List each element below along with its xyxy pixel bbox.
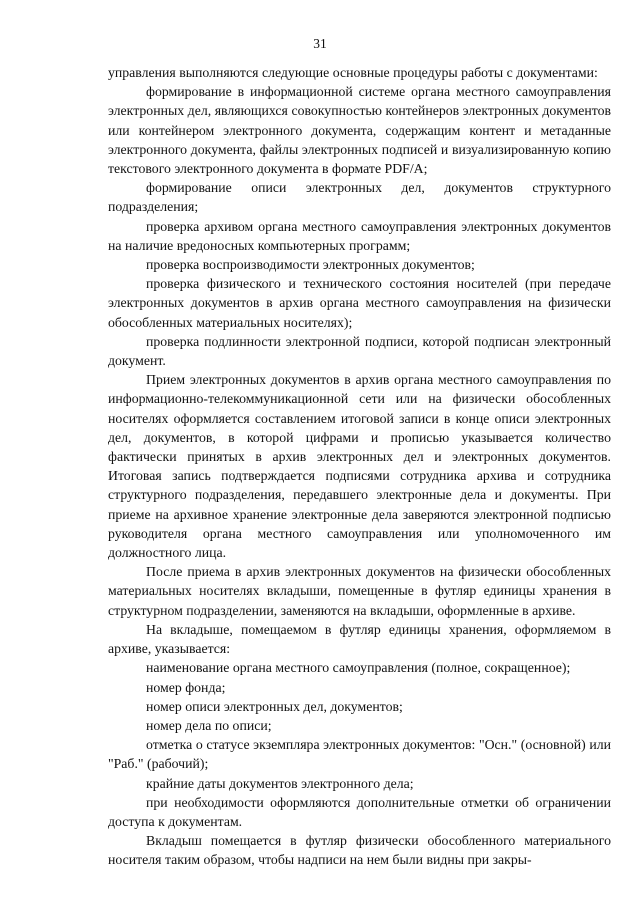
paragraph-insert-placement: Вкладыш помещается в футляр физически обособленного материального носителя таким образом, чтобы надписи на нем были видны при закры- xyxy=(108,833,611,868)
paragraph-list-item: номер фонда; xyxy=(146,679,226,695)
paragraph-insert-contents-intro: На вкладыше, помещаемом в футляр единицы хранения, оформляемом в архиве, указывается: xyxy=(108,621,611,657)
document-body xyxy=(108,63,611,870)
paragraph-list-item: крайние даты документов электронного дела; xyxy=(146,775,414,791)
paragraph-list-item: отметка о статусе экземпляра электронных документов: "Осн." (основной) или "Раб." (рабочий); xyxy=(108,737,611,772)
paragraph-inserts: После приема в архив электронных документов на физически обособленных материальных носителях вкладыши, помещенные в футляр единицы хранения в структурном подразделении, заменяются на вкладыши, оформленные в архиве. xyxy=(108,564,611,618)
paragraph-list-item: проверка физического и технического состояния носителей (при передаче электронных документов в архив органа местного самоуправления на физически обособленных материальных носителях); xyxy=(108,276,611,330)
paragraph-list-item: проверка подлинности электронной подписи, которой подписан электронный документ. xyxy=(108,333,611,369)
paragraph-reception: Прием электронных документов в архив органа местного самоуправления по информационно-телекоммуникационной сети или на физически обособленных носителях оформляется составлением итоговой записи в конце описи электронных дел, документов, в которой цифрами и прописью указывается количество фактически принятых в архив электронных дел и электронных документов. Итоговая запись подтверждается подписями сотрудника архива и сотрудника структурного подразделения, передавшего электронные дела и документы. При приеме на архивное хранение электронные дела заверяются электронной подписью руководителя органа местного самоуправления или уполномоченного им должностного лица. xyxy=(108,372,611,561)
paragraph-list-item: номер дела по описи; xyxy=(146,717,272,733)
paragraph-list-item: формирование описи электронных дел, документов структурного подразделения; xyxy=(108,180,611,215)
paragraph-list-item: наименование органа местного самоуправления (полное, сокращенное); xyxy=(146,660,571,676)
paragraph-list-item: проверка воспроизводимости электронных документов; xyxy=(146,257,475,273)
page-number: 31 xyxy=(313,36,327,51)
paragraph-list-item: формирование в информационной системе органа местного самоуправления электронных дел, являющихся совокупностью контейнеров электронных документов или контейнером электронного документа, содержащим контент и метаданные электронного документа, файлы электронных подписей и визуализированную копию текстового электронного документа в формате PDF/A; xyxy=(108,84,611,177)
paragraph-list-item: проверка архивом органа местного самоуправления электронных документов на наличие вредоносных компьютерных программ; xyxy=(108,218,611,253)
paragraph-procedures-intro: управления выполняются следующие основные процедуры работы с документами: xyxy=(108,65,598,80)
paragraph-list-item: при необходимости оформляются дополнительные отметки об ограничении доступа к документам. xyxy=(108,794,611,829)
paragraph-list-item: номер описи электронных дел, документов; xyxy=(146,698,403,714)
